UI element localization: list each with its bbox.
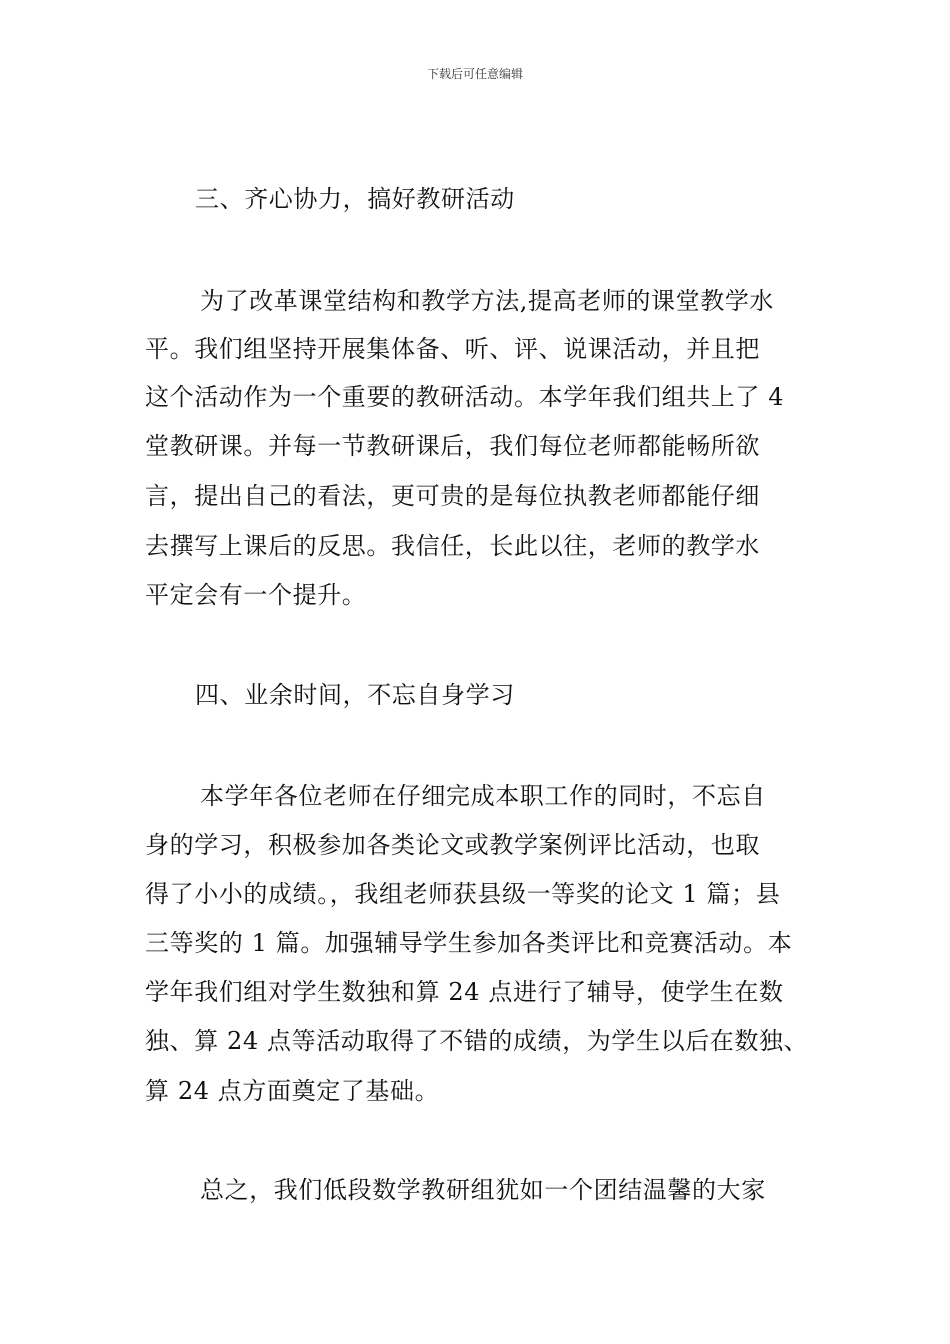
paragraph-line: 本学年各位老师在仔细完成本职工作的同时，不忘自 bbox=[200, 782, 766, 810]
paragraph-line: 学年我们组对学生数独和算 24 点进行了辅导，使学生在数 bbox=[145, 978, 784, 1006]
paragraph-line: 这个活动作为一个重要的教研活动。本学年我们组共上了 4 bbox=[145, 383, 785, 411]
paragraph-line: 算 24 点方面奠定了基础。 bbox=[145, 1077, 440, 1105]
paragraph-line: 平。我们组坚持开展集体备、听、评、说课活动，并且把 bbox=[145, 335, 760, 363]
paragraph-line: 三等奖的 1 篇。加强辅导学生参加各类评比和竞赛活动。本 bbox=[145, 929, 793, 957]
paragraph-line: 去撰写上课后的反思。我信任，长此以往，老师的教学水 bbox=[145, 532, 760, 560]
paragraph-line: 为了改革课堂结构和教学方法,提高老师的课堂教学水 bbox=[200, 287, 775, 315]
page-header: 下载后可任意编辑 bbox=[426, 67, 523, 81]
paragraph-line: 言，提出自己的看法，更可贵的是每位执教老师都能仔细 bbox=[145, 482, 760, 510]
paragraph-line: 平定会有一个提升。 bbox=[145, 581, 367, 609]
section-heading: 四、业余时间，不忘自身学习 bbox=[195, 681, 515, 709]
section-heading: 三、齐心协力，搞好教研活动 bbox=[195, 185, 515, 213]
paragraph-line: 独、算 24 点等活动取得了不错的成绩，为学生以后在数独、 bbox=[145, 1027, 809, 1055]
paragraph-line: 身的学习，积极参加各类论文或教学案例评比活动，也取 bbox=[145, 831, 760, 859]
paragraph-line: 堂教研课。并每一节教研课后，我们每位老师都能畅所欲 bbox=[145, 432, 760, 460]
paragraph-line: 得了小小的成绩。，我组老师获县级一等奖的论文 1 篇；县 bbox=[145, 880, 781, 908]
paragraph-line: 总之，我们低段数学教研组犹如一个团结温馨的大家 bbox=[200, 1176, 766, 1204]
